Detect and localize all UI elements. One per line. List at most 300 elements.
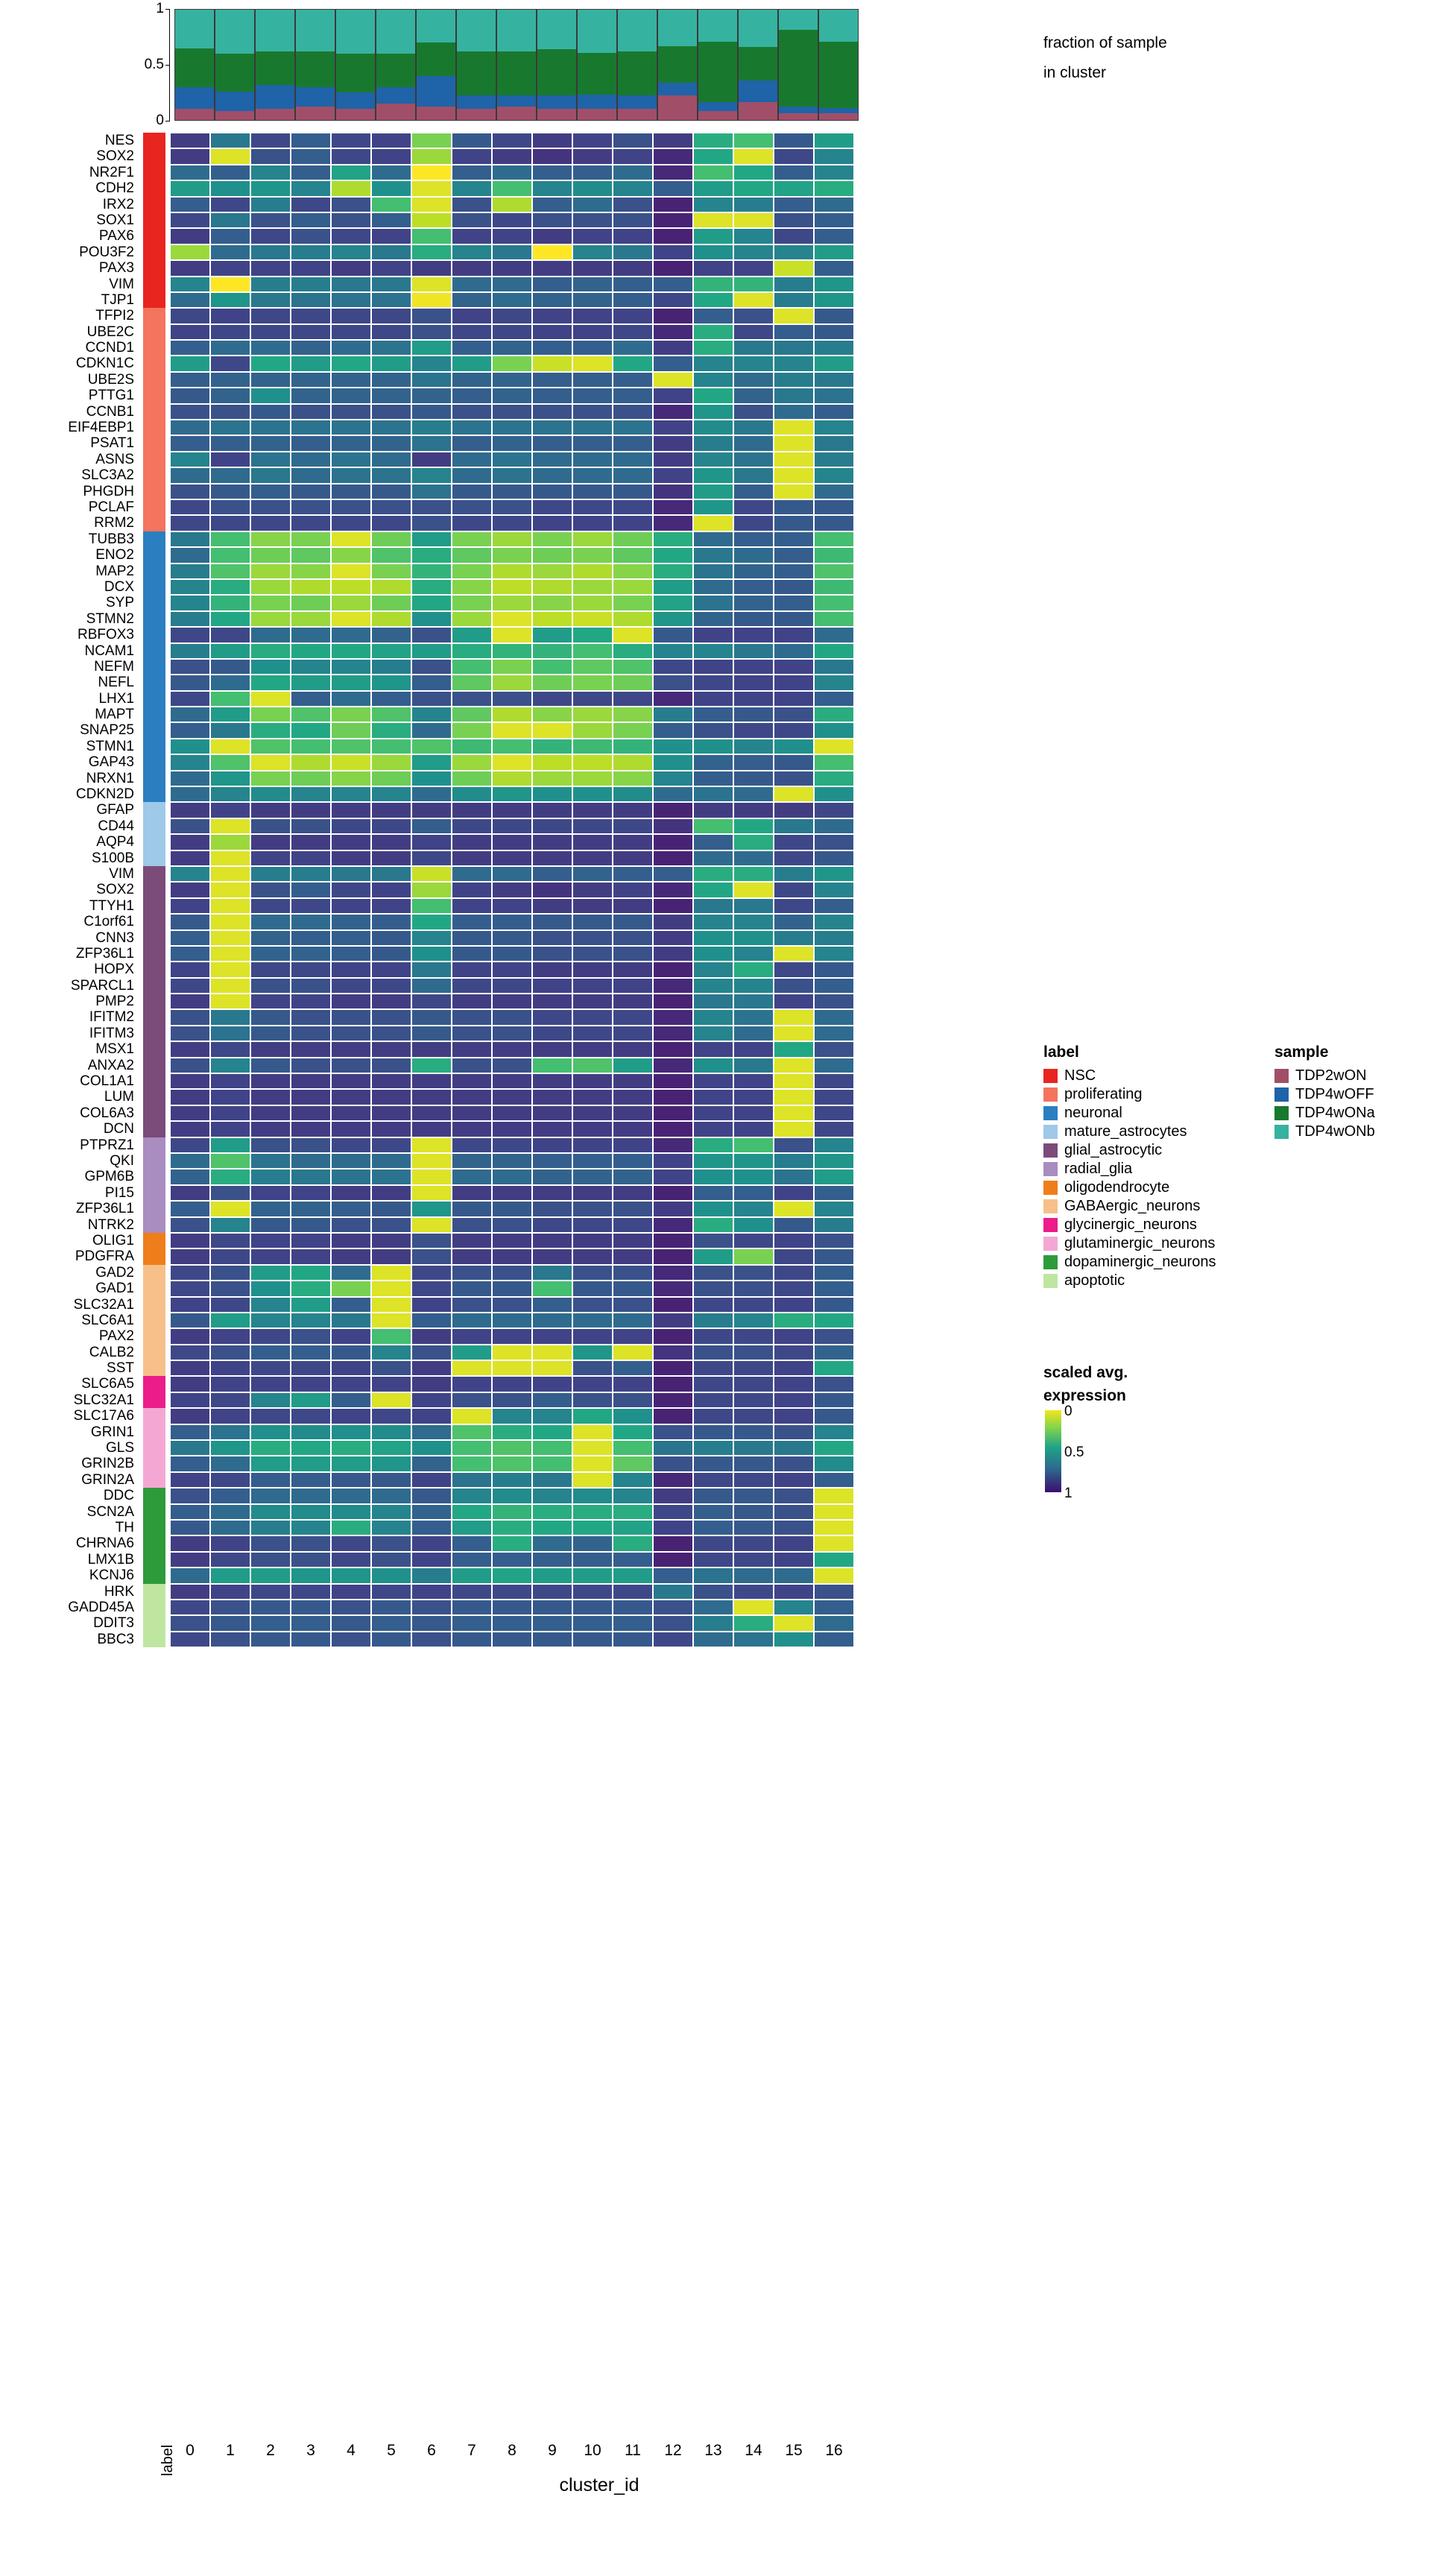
legend-label-item[interactable]: [1043, 1067, 1216, 1085]
heatmap-cell: [452, 1615, 492, 1631]
heatmap-cell: [572, 1169, 613, 1184]
heatmap-cell: [774, 866, 814, 882]
cluster-id-tick: 9: [548, 2442, 557, 2459]
heatmap-cell: [814, 260, 854, 276]
heatmap-row: [170, 324, 854, 340]
heatmap-cell: [814, 1185, 854, 1201]
heatmap-cell: [653, 1568, 693, 1583]
heatmap-cell: [250, 404, 291, 420]
heatmap-cell: [814, 1328, 854, 1344]
heatmap-cell: [371, 771, 411, 786]
heatmap-cell: [250, 133, 291, 148]
heatmap-cell: [291, 579, 331, 595]
heatmap-cell: [733, 1233, 774, 1248]
row-annotation-cell: [143, 1058, 165, 1073]
heatmap-cell: [371, 994, 411, 1009]
heatmap-cell: [814, 564, 854, 579]
fraction-bar-panel: [170, 9, 1029, 121]
heatmap-cell: [774, 611, 814, 627]
heatmap-cell: [250, 292, 291, 308]
heatmap-cell: [532, 866, 572, 882]
heatmap-cell: [653, 1424, 693, 1440]
heatmap-cell: [814, 1105, 854, 1121]
row-annotation-cell: [143, 1169, 165, 1184]
heatmap-cell: [653, 1584, 693, 1600]
heatmap-cell: [774, 1073, 814, 1089]
legend-label-item[interactable]: [1043, 1123, 1216, 1141]
heatmap-cell: [532, 292, 572, 308]
heatmap-row: [170, 1281, 854, 1296]
heatmap-cell: [653, 292, 693, 308]
heatmap-cell: [411, 452, 452, 467]
heatmap-cell: [814, 1472, 854, 1488]
heatmap-cell: [250, 850, 291, 866]
legend-label-item[interactable]: [1043, 1141, 1216, 1160]
legend-label-item[interactable]: [1043, 1253, 1216, 1272]
heatmap-cell: [210, 356, 250, 371]
heatmap-cell: [210, 978, 250, 994]
heatmap-cell: [774, 1041, 814, 1057]
heatmap-cell: [572, 1568, 613, 1583]
heatmap-cell: [250, 1233, 291, 1248]
heatmap-cell: [452, 1153, 492, 1169]
heatmap-cell: [814, 627, 854, 643]
heatmap-cell: [452, 707, 492, 722]
heatmap-cell: [814, 515, 854, 531]
heatmap-row: [170, 212, 854, 228]
heatmap-cell: [250, 531, 291, 547]
heatmap-cell: [331, 1456, 371, 1471]
heatmap-cell: [774, 1440, 814, 1456]
heatmap-cell: [411, 994, 452, 1009]
heatmap-cell: [170, 643, 210, 659]
heatmap-cell: [774, 1328, 814, 1344]
heatmap-cell: [170, 1105, 210, 1121]
heatmap-cell: [572, 1408, 613, 1424]
heatmap-cell: [331, 1408, 371, 1424]
heatmap-cell: [693, 1313, 733, 1328]
heatmap-cell: [170, 1233, 210, 1248]
heatmap-cell: [291, 1472, 331, 1488]
heatmap-cell: [693, 1009, 733, 1025]
heatmap-row: [170, 866, 854, 882]
gene-row-label: PMP2: [95, 994, 134, 1010]
heatmap-cell: [532, 452, 572, 467]
heatmap-cell: [532, 1233, 572, 1248]
legend-label-item[interactable]: [1043, 1234, 1216, 1253]
heatmap-cell: [613, 356, 653, 371]
heatmap-cell: [814, 595, 854, 610]
heatmap-row: [170, 1153, 854, 1169]
heatmap-cell: [733, 340, 774, 356]
heatmap-cell: [814, 228, 854, 244]
heatmap-cell: [411, 1105, 452, 1121]
heatmap-cell: [613, 1026, 653, 1041]
heatmap-cell: [572, 212, 613, 228]
heatmap-cell: [653, 1185, 693, 1201]
row-annotation-cell: [143, 1440, 165, 1456]
fraction-bar-column: [215, 9, 255, 121]
heatmap-row: [170, 228, 854, 244]
heatmap-cell: [492, 1265, 532, 1281]
heatmap-cell: [371, 898, 411, 914]
heatmap-cell: [250, 180, 291, 196]
heatmap-row: [170, 1424, 854, 1440]
heatmap-cell: [170, 1041, 210, 1057]
heatmap-cell: [250, 1408, 291, 1424]
heatmap-cell: [733, 802, 774, 818]
heatmap-cell: [371, 1408, 411, 1424]
heatmap-cell: [532, 1488, 572, 1503]
heatmap-cell: [814, 1058, 854, 1073]
heatmap-cell: [210, 643, 250, 659]
annotation-axis-label: [142, 2422, 176, 2478]
heatmap-cell: [532, 1345, 572, 1360]
heatmap-cell: [371, 133, 411, 148]
heatmap-cell: [774, 467, 814, 483]
heatmap-cell: [613, 850, 653, 866]
heatmap-cell: [613, 1408, 653, 1424]
heatmap-cell: [653, 962, 693, 977]
heatmap-cell: [733, 1568, 774, 1583]
heatmap-cell: [733, 1201, 774, 1216]
heatmap-cell: [331, 1217, 371, 1233]
heatmap-cell: [814, 1535, 854, 1551]
heatmap-cell: [733, 1535, 774, 1551]
heatmap-cell: [331, 404, 371, 420]
heatmap-cell: [613, 1424, 653, 1440]
heatmap-cell: [572, 1185, 613, 1201]
heatmap-cell: [250, 1520, 291, 1535]
heatmap-cell: [814, 818, 854, 834]
row-annotation-cell: [143, 771, 165, 786]
bar-segment: [698, 42, 737, 102]
heatmap-cell: [331, 962, 371, 977]
heatmap-cell: [452, 802, 492, 818]
heatmap-cell: [653, 659, 693, 675]
fraction-bar-column: [496, 9, 537, 121]
heatmap-cell: [572, 611, 613, 627]
heatmap-cell: [492, 962, 532, 977]
legend-label: [1043, 1044, 1216, 1290]
heatmap-cell: [210, 771, 250, 786]
fraction-bar-column: [577, 9, 617, 121]
heatmap-cell: [452, 308, 492, 323]
heatmap-cell: [653, 1073, 693, 1089]
heatmap-cell: [331, 1600, 371, 1615]
heatmap-cell: [572, 882, 613, 897]
heatmap-cell: [210, 1456, 250, 1471]
legend-label-item[interactable]: [1043, 1216, 1216, 1234]
heatmap-cell: [250, 467, 291, 483]
heatmap-cell: [331, 1073, 371, 1089]
heatmap-cell: [693, 850, 733, 866]
gene-row-label: DDIT3: [93, 1615, 134, 1632]
heatmap-cell: [572, 420, 613, 435]
heatmap-cell: [693, 866, 733, 882]
heatmap-cell: [291, 1026, 331, 1041]
row-annotation-cell: [143, 659, 165, 675]
heatmap-cell: [291, 1615, 331, 1631]
heatmap-cell: [331, 388, 371, 403]
heatmap-cell: [371, 1201, 411, 1216]
fraction-bar-column: [738, 9, 778, 121]
heatmap-cell: [613, 515, 653, 531]
heatmap-cell: [774, 515, 814, 531]
heatmap-cell: [733, 180, 774, 196]
heatmap-cell: [572, 1073, 613, 1089]
heatmap-cell: [613, 611, 653, 627]
row-annotation-cell: [143, 1408, 165, 1424]
heatmap-cell: [411, 1185, 452, 1201]
heatmap-cell: [693, 1185, 733, 1201]
heatmap-cell: [814, 212, 854, 228]
heatmap-cell: [170, 133, 210, 148]
heatmap-cell: [653, 1488, 693, 1503]
heatmap-cell: [492, 180, 532, 196]
heatmap-cell: [170, 372, 210, 388]
heatmap-cell: [452, 1121, 492, 1137]
heatmap-cell: [532, 1105, 572, 1121]
legend-sample-item[interactable]: [1274, 1123, 1375, 1141]
heatmap-cell: [774, 292, 814, 308]
cluster-id-tick: 10: [584, 2442, 601, 2459]
heatmap-cell: [371, 547, 411, 563]
heatmap-cell: [492, 388, 532, 403]
heatmap-cell: [693, 404, 733, 420]
heatmap-cell: [733, 1345, 774, 1360]
heatmap-cell: [572, 1345, 613, 1360]
heatmap-cell: [371, 1535, 411, 1551]
heatmap-row: [170, 1185, 854, 1201]
heatmap-row: [170, 1584, 854, 1600]
heatmap-cell: [331, 946, 371, 962]
heatmap-row: [170, 244, 854, 260]
legend-sample-item[interactable]: [1274, 1085, 1375, 1104]
heatmap-cell: [250, 1584, 291, 1600]
heatmap-cell: [250, 1392, 291, 1408]
heatmap-cell: [814, 643, 854, 659]
heatmap-cell: [250, 739, 291, 754]
heatmap-cell: [371, 1137, 411, 1153]
heatmap-cell: [492, 850, 532, 866]
heatmap-cell: [411, 1535, 452, 1551]
heatmap-cell: [814, 388, 854, 403]
bar-segment: [819, 113, 858, 120]
heatmap-cell: [572, 1105, 613, 1121]
heatmap-cell: [371, 165, 411, 180]
heatmap-cell: [572, 1535, 613, 1551]
heatmap-cell: [653, 1217, 693, 1233]
heatmap-cell: [693, 1169, 733, 1184]
heatmap-cell: [170, 659, 210, 675]
heatmap-row: [170, 484, 854, 499]
heatmap-cell: [613, 1297, 653, 1313]
heatmap-cell: [693, 771, 733, 786]
heatmap-cell: [733, 531, 774, 547]
heatmap-cell: [371, 659, 411, 675]
heatmap-cell: [814, 133, 854, 148]
row-annotation-cell: [143, 133, 165, 148]
heatmap-cell: [170, 834, 210, 850]
heatmap-cell: [572, 1313, 613, 1328]
heatmap-cell: [572, 691, 613, 707]
heatmap-cell: [693, 388, 733, 403]
heatmap-cell: [693, 356, 733, 371]
heatmap-cell: [492, 946, 532, 962]
heatmap-cell: [250, 484, 291, 499]
heatmap-cell: [250, 1297, 291, 1313]
heatmap-cell: [572, 531, 613, 547]
heatmap-cell: [452, 978, 492, 994]
heatmap-cell: [170, 564, 210, 579]
heatmap-cell: [814, 1217, 854, 1233]
legend-label-item[interactable]: [1043, 1085, 1216, 1104]
heatmap-cell: [371, 1041, 411, 1057]
heatmap-cell: [210, 754, 250, 770]
heatmap-cell: [693, 611, 733, 627]
heatmap-cell: [572, 564, 613, 579]
gene-row-label: IFITM3: [89, 1025, 134, 1041]
heatmap-cell: [774, 1632, 814, 1647]
bar-segment: [739, 102, 777, 120]
heatmap-cell: [170, 818, 210, 834]
gene-row-label: NCAM1: [84, 643, 134, 659]
heatmap-cell: [814, 499, 854, 515]
heatmap-cell: [371, 866, 411, 882]
heatmap-cell: [653, 260, 693, 276]
heatmap-cell: [693, 340, 733, 356]
heatmap-row: [170, 1360, 854, 1376]
heatmap-cell: [331, 1121, 371, 1137]
legend-label-swatch: [1043, 1274, 1058, 1288]
heatmap-cell: [452, 786, 492, 802]
legend-label-item[interactable]: [1043, 1272, 1216, 1290]
heatmap-cell: [492, 404, 532, 420]
bar-segment: [376, 10, 415, 54]
heatmap-cell: [170, 1089, 210, 1105]
heatmap-cell: [291, 452, 331, 467]
heatmap-cell: [371, 244, 411, 260]
legend-label-item[interactable]: [1043, 1104, 1216, 1123]
heatmap-cell: [814, 914, 854, 929]
heatmap-cell: [653, 1440, 693, 1456]
heatmap-cell: [452, 564, 492, 579]
heatmap-cell: [170, 675, 210, 690]
legend-label-swatch: [1043, 1125, 1058, 1139]
row-annotation-cell: [143, 277, 165, 292]
heatmap-cell: [452, 994, 492, 1009]
heatmap-cell: [170, 515, 210, 531]
bar-segment: [457, 51, 496, 95]
heatmap-cell: [452, 180, 492, 196]
heatmap-row: [170, 611, 854, 627]
heatmap-cell: [291, 1137, 331, 1153]
heatmap-cell: [170, 420, 210, 435]
heatmap-cell: [733, 659, 774, 675]
heatmap-row: [170, 771, 854, 786]
heatmap-cell: [733, 1058, 774, 1073]
heatmap-cell: [492, 1009, 532, 1025]
legend-label-item[interactable]: [1043, 1160, 1216, 1178]
heatmap-cell: [572, 372, 613, 388]
heatmap-cell: [733, 1600, 774, 1615]
heatmap-cell: [452, 452, 492, 467]
heatmap-cell: [371, 1265, 411, 1281]
heatmap-cell: [613, 1600, 653, 1615]
heatmap-cell: [331, 1440, 371, 1456]
heatmap-cell: [250, 1552, 291, 1568]
heatmap-cell: [532, 133, 572, 148]
heatmap-cell: [774, 1233, 814, 1248]
heatmap-row: [170, 1520, 854, 1535]
heatmap-cell: [653, 1345, 693, 1360]
heatmap-cell: [411, 866, 452, 882]
heatmap-cell: [733, 1328, 774, 1344]
heatmap-cell: [452, 659, 492, 675]
heatmap-cell: [411, 547, 452, 563]
legend-label-item[interactable]: [1043, 1178, 1216, 1197]
heatmap-cell: [371, 340, 411, 356]
heatmap-cell: [250, 1121, 291, 1137]
heatmap-row: [170, 1472, 854, 1488]
heatmap-cell: [452, 1584, 492, 1600]
heatmap-cell: [693, 739, 733, 754]
heatmap-cell: [733, 707, 774, 722]
heatmap-cell: [170, 1328, 210, 1344]
heatmap-cell: [331, 435, 371, 451]
bar-y-axis: [112, 1, 170, 128]
heatmap-cell: [411, 1089, 452, 1105]
heatmap-cell: [693, 1026, 733, 1041]
heatmap-cell: [291, 277, 331, 292]
heatmap-cell: [210, 1185, 250, 1201]
heatmap-row: [170, 898, 854, 914]
gene-row-label: LUM: [104, 1089, 134, 1105]
heatmap-cell: [371, 484, 411, 499]
cluster-id-tick: 2: [266, 2442, 275, 2459]
legend-sample-item[interactable]: [1274, 1104, 1375, 1123]
heatmap-cell: [693, 452, 733, 467]
heatmap-cell: [572, 1552, 613, 1568]
heatmap-cell: [733, 1440, 774, 1456]
heatmap-cell: [210, 1488, 250, 1503]
legend-sample-swatch: [1274, 1125, 1289, 1139]
heatmap-cell: [452, 1026, 492, 1041]
heatmap-cell: [210, 722, 250, 738]
legend-label-item[interactable]: [1043, 1197, 1216, 1216]
heatmap-cell: [653, 930, 693, 946]
legend-sample-item[interactable]: [1274, 1067, 1375, 1085]
heatmap-cell: [411, 388, 452, 403]
heatmap-cell: [291, 1009, 331, 1025]
heatmap-cell: [572, 994, 613, 1009]
heatmap-row: [170, 340, 854, 356]
heatmap-cell: [774, 1153, 814, 1169]
heatmap-cell: [331, 1185, 371, 1201]
heatmap-cell: [411, 1504, 452, 1520]
heatmap-cell: [331, 1297, 371, 1313]
heatmap-cell: [532, 1026, 572, 1041]
heatmap-cell: [613, 228, 653, 244]
heatmap-cell: [653, 675, 693, 690]
heatmap-cell: [331, 324, 371, 340]
heatmap-cell: [331, 866, 371, 882]
heatmap-cell: [452, 404, 492, 420]
heatmap-cell: [693, 675, 733, 690]
fraction-bar-column: [174, 9, 215, 121]
heatmap-cell: [774, 165, 814, 180]
